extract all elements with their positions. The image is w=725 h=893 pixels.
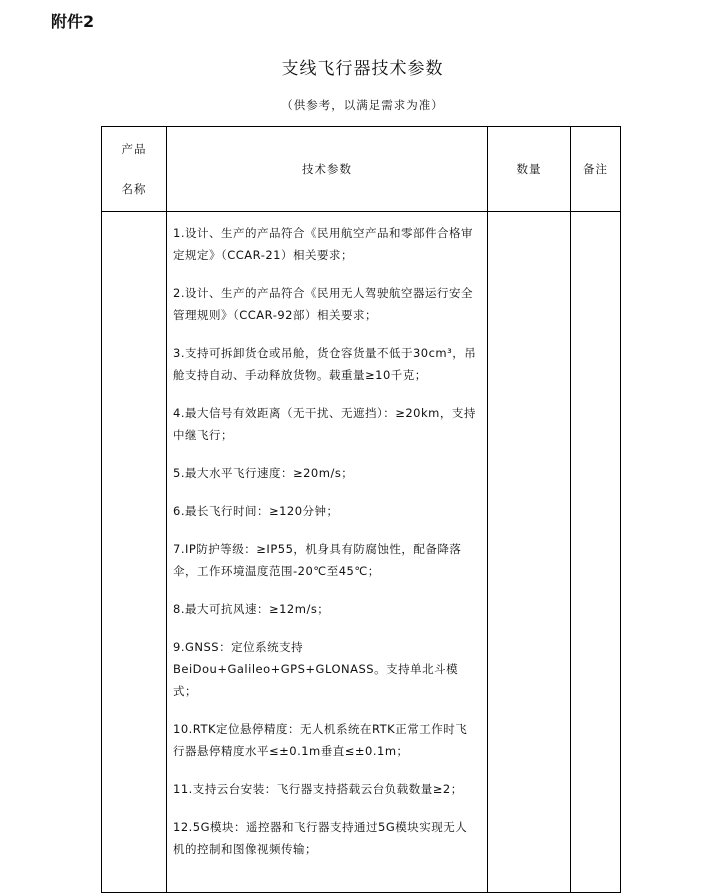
notes-cell	[571, 212, 621, 893]
quantity-cell	[488, 212, 571, 893]
param-item: 9.GNSS：定位系统支持BeiDou+Galileo+GPS+GLONASS。支持单北斗模式；	[173, 640, 459, 698]
param-item: 10.RTK定位悬停精度：无人机系统在RTK正常工作时飞行器悬停精度水平≤±0.1m垂直≤±0.1m；	[173, 722, 468, 758]
attachment-label: 附件2	[51, 12, 95, 31]
document-subtitle: （供参考，以满足需求为准）	[281, 98, 444, 112]
param-item: 6.最长飞行时间：≥120分钟；	[173, 504, 339, 518]
params-cell	[167, 212, 488, 893]
param-item: 1.设计、生产的产品符合《民用航空产品和零部件合格审定规定》（CCAR-21）相关要求；	[173, 226, 473, 262]
param-item: 11.支持云台安装：飞行器支持搭载云台负载数量≥2；	[173, 782, 463, 796]
param-item: 7.IP防护等级：≥IP55，机身具有防腐蚀性，配备降落伞，工作环境温度范围-20℃至45℃；	[173, 542, 462, 578]
header-params: 技术参数	[167, 127, 488, 212]
param-item: 8.最大可抗风速：≥12m/s；	[173, 602, 330, 616]
param-item: 12.5G模块：遥控器和飞行器支持通过5G模块实现无人机的控制和图像视频传输；	[173, 820, 468, 856]
document-title: 支线飞行器技术参数	[281, 59, 444, 79]
header-product-name	[102, 127, 167, 212]
param-item: 4.最大信号有效距离（无干扰、无遮挡）：≥20km，支持中继飞行；	[173, 406, 476, 442]
table-header-row	[102, 127, 621, 212]
header-quantity: 数量	[488, 127, 571, 212]
param-item: 3.支持可拆卸货仓或吊舱，货仓容货量不低于30cm³，吊舱支持自动、手动释放货物。载重量≥10千克；	[173, 346, 477, 382]
header-product-name-line2: 名称	[121, 182, 147, 196]
product-name-cell	[102, 212, 167, 893]
spec-table	[101, 126, 621, 893]
header-notes: 备注	[571, 127, 621, 212]
header-product-name-line1: 产品	[121, 142, 147, 156]
table-body-row	[102, 212, 621, 893]
param-item: 5.最大水平飞行速度：≥20m/s；	[173, 466, 354, 480]
param-item: 2.设计、生产的产品符合《民用无人驾驶航空器运行安全管理规则》（CCAR-92部）相关要求；	[173, 286, 473, 322]
